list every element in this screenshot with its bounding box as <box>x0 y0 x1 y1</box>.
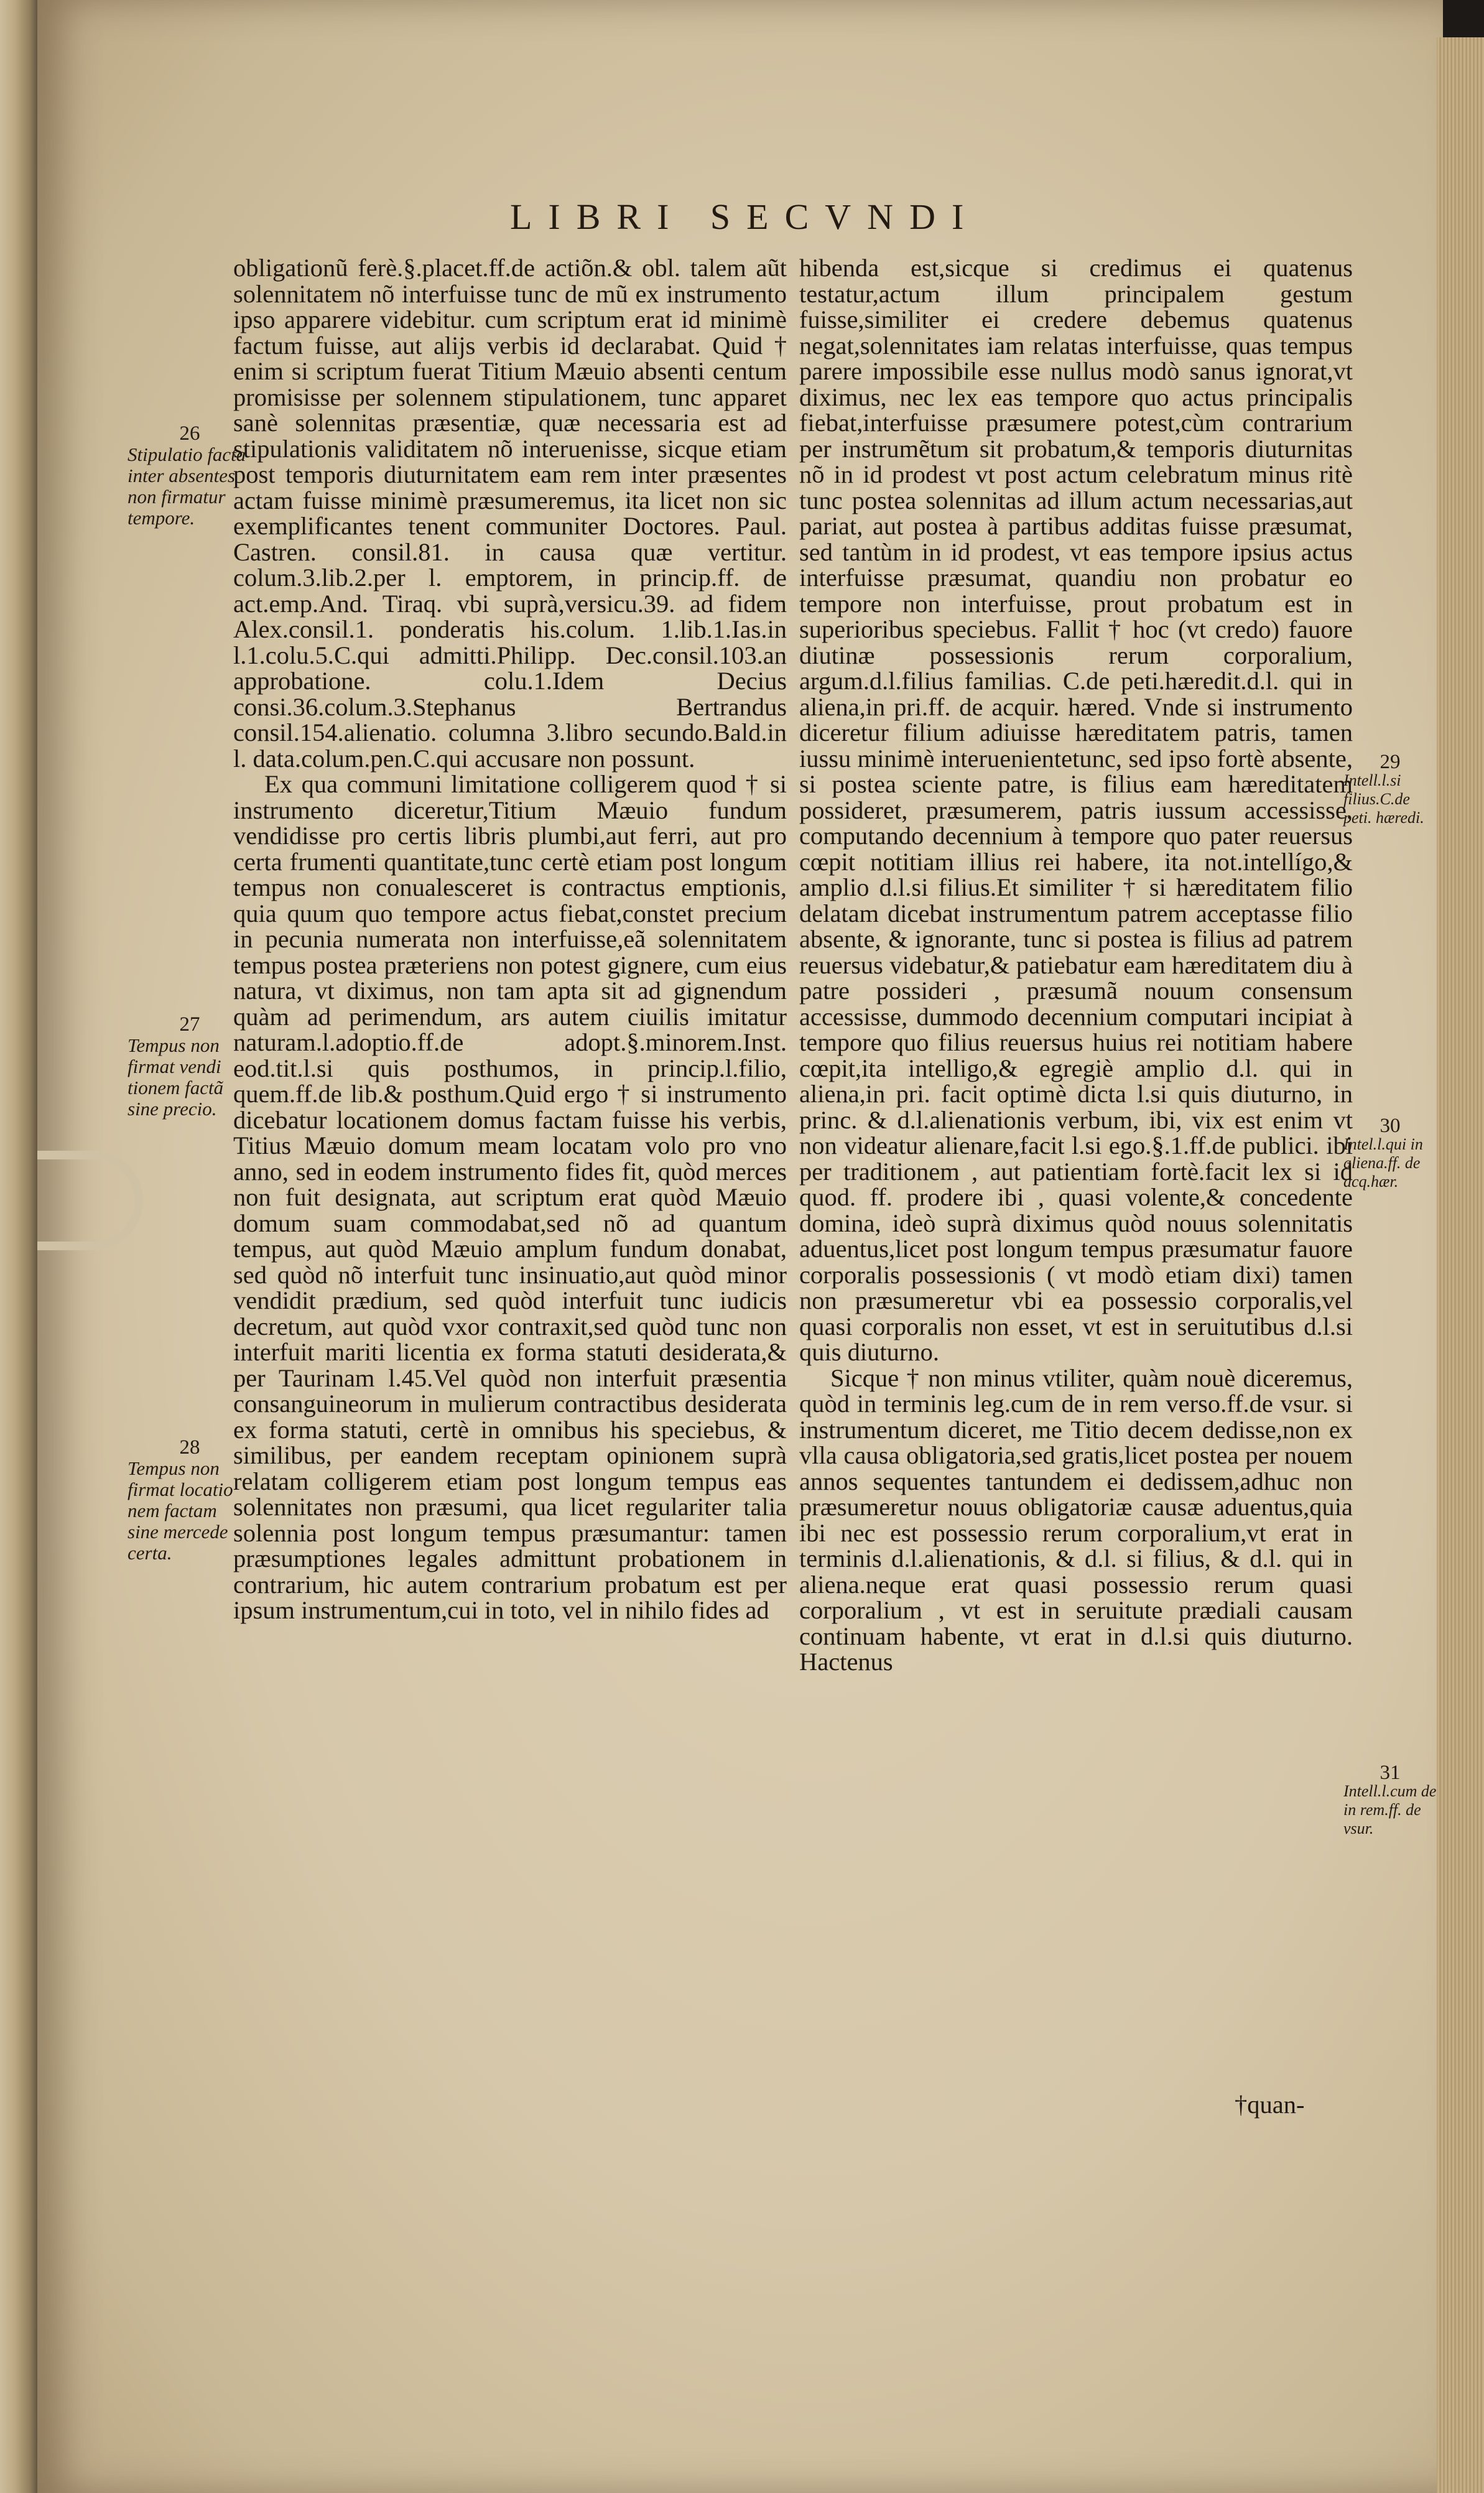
paragraph: Sicque † non minus vtiliter, quàm nouè diceremus, quòd in terminis leg.cum de in rem verso.ff.de vsur. si instrumentum diceret, me Titio decem dedisse,non ex vlla causa obligatoria,sed gratis,licet postea per nouem annos sequentes tantundem ei dedissem,adhuc non præsumeretur nouus obligatoriæ causæ aduentus,quia ibi nec est possessio rerum corporalium,vt erat in terminis d.l.alienationis, & d.l. si filius, & d.l. qui in aliena.neque erat quasi possessio rerum quasi corporalium , vt est in seruitute prædiali causam continuam habente, vt erat in d.l.si quis diuturno. Hactenus <box>799 1363 1353 1676</box>
marginal-note <box>128 1437 252 1564</box>
marginal-note <box>1343 753 1437 827</box>
note-text: Intel.l.qui in aliena.ff. de acq.hær. <box>1343 1135 1423 1191</box>
note-text: Intell.l.cum de in rem.ff. de vsur. <box>1343 1782 1437 1837</box>
book-right-edge <box>1437 37 1484 2493</box>
marginal-note <box>1343 1763 1437 1838</box>
note-number: 28 <box>179 1436 200 1459</box>
note-text: Stipulatio facta inter absentes non firmatur tempore. <box>128 443 246 529</box>
note-text: Tempus non firmat locatio nem factam sine mercede certa. <box>128 1457 233 1564</box>
note-text: Tempus non firmat vendi tionem factã sine precio. <box>128 1034 224 1120</box>
right-text-column <box>799 255 1353 1675</box>
note-number: 31 <box>1380 1762 1401 1784</box>
marginal-note <box>128 423 252 529</box>
note-number: 29 <box>1380 751 1401 773</box>
running-title: LIBRI SECVNDI <box>510 197 980 237</box>
note-text: Intell.l.si filius.C.de peti. hæredi. <box>1343 771 1424 827</box>
marginal-note <box>128 1014 252 1120</box>
paragraph: obligationũ ferè.§.placet.ff.de actiõn.& obl. talem aũt solennitatem nõ interfuisse tunc de mũ ex instrumento ipso apparere videbitur. cum scriptum erat id minimè factum fuisse, aut alijs verbis id declarabat. Quid † enim si scriptum fuerat Titium Mæuio absenti centum promisisse per solennem stipulationem, tunc apparet sanè solennitas præsentiæ, quæ necessaria est ad stipulationis validitatem nõ interuenisse, sicque etiam post temporis diuturnitatem eam rem inter præsentes actam fuisse minimè præsumeremus, ita licet non sic exemplificantes tenent communiter Doctores. Paul. Castren. consil.81. in causa quæ vertitur. colum.3.lib.2.per l. emptorem, in princip.ff. de act.emp.And. Tiraq. vbi suprà,versicu.39. ad fidem Alex.consil.1. ponderatis his.colum. 1.lib.1.Ias.in l.1.colu.5.C.qui admitti.Philipp. Dec.consil.103.an approbatione. colu.1.Idem Decius consi.36.colum.3.Stephanus Bertrandus consil.154.alienatio. columna 3.libro secundo.Bald.in l. data.colum.pen.C.qui accusare non possunt. <box>233 254 787 773</box>
marginal-note <box>1343 1117 1437 1191</box>
paragraph: hibenda est,sicque si credimus ei quatenus testatur,actum illum principalem gestum fuisse,similiter ei credere debemus quatenus negat,solennitates iam relatas interfuisse, quas tempus parere impossibile esse nullus modò sanus ignorat,vt diximus, nec lex eas tempore quo actus principalis fiebat,interfuisse præsumere potest,cùm contrarium per instrumẽtum sit probatum,& temporis diuturnitas nõ in id prodest vt post actum celebratum minus ritè tunc postea solennitas ad illum actum necessarias,aut pariat, aut postea à partibus additas fuisse præsumat, sed tantùm in id prodest, vt eas tempore ipsius actus interfuisse præsumat, quandiu non probatur eo tempore non interfuisse, prout probatum est in superioribus speciebus. Fallit † hoc (vt credo) fauore diutinæ possessionis rerum corporalium, argum.d.l.filius familias. C.de peti.hæredit.d.l. qui in aliena,in pri.ff. de acquir. hæred. Vnde si instrumento diceretur filium adiuisse hæreditatem patris, tamen iussu minimè interuenientetunc, sed ipso fortè absente, si postea sciente patre, is filius eam hæreditatem possideret, præsumerem, patris iussum accessisse, computando decennium à tempore quo pater reuersus cœpit notitiam illius rei habere, ita not.intellígo,& amplio d.l.si filius.Et similiter † si hæreditatem filio delatam dicebat instrumentum patrem acceptasse filio absente, & ignorante, tunc si postea is filius ad patrem reuersus videbatur,& patiebatur eam hæreditatem diu à patre possideri , præsumã nouum consensum accessisse, dummodo decennium computari incipiat à tempore quo filius reuersus huius rei notitiam habere cœpit,ita intelligo,& egregiè amplio d.l. qui in aliena,in pri. facit optimè dicta l.si quis diuturno, in princ. & d.l.alienationis verbum, ibi, vix est enim vt non videatur alienare,facit l.si ego.§.1.ff.de publici. ibi per traditionem , aut patientiam fortè.facit lex si id quod. ff. prodere ibi , quasi volente,& concedente domina, ideò suprà diximus quòd nouus solennitatis aduentus,licet post longum tempus præsumatur fauore corporalis possessionis ( vt modò etiam dixi) tamen non præsumeretur vbi ea possessio corporalis,vel quasi corporalis non esset, vt est in seruitutibus d.l.si quis diuturno. <box>799 254 1353 1366</box>
paragraph: Ex qua communi limitatione colligerem quod † si instrumento diceretur,Titium Mæuio fundum vendidisse pro certis libris plumbi,aut ferri, aut pro certa frumenti quantitate,tunc certè etiam post longum tempus non conualesceret is contractus emptionis, quia quum quo tempore actus fiebat,constet precium in pecunia numerata non interfuisse,eã solennitatem tempus postea præteriens non potest gignere, cum eius natura, vt diximus, non tam apta sit ad gignendum quàm ad perimendum, ars autem ciuilis imitatur naturam.l.adoptio.ff.de adopt.§.minorem.Inst. eod.tit.l.si quis posthumos, in princip.l.filio, quem.ff.de lib.& posthum.Quid ergo † si instrumento dicebatur locationem domus factam fuisse his verbis, Titius Mæuio domum meam locatam volo pro vno anno, sed in eodem instrumento fides fit, quòd merces non fuit designata, aut scriptum erat quòd Mæuio domum suam commodabat,sed nõ ad quantum tempus, aut quòd Mæuio amplum fundum donabat, sed quòd nõ interfuit tunc insinuatio,aut quòd minor vendidit prædium, sed quòd interfuit tunc iudicis decretum, aut quòd vxor contraxit,sed quòd tunc non interfuit mariti licentia ex forma statuti desiderata,& per Taurinam l.45.Vel quòd non interfuit præsentia consanguineorum in mulierum contractibus desiderata ex forma statuti, certè in omnibus his speciebus, & similibus, per eandem receptam opinionem suprà relatam colligerem etiam post longum tempus eas solennitates non præsumi, qua licet regulariter talia solennia post longum tempus præsumantur: tamen præsumptiones legales admittunt probationem in contrarium, hic autem contrarium probatum est per ipsum instrumentum,cui in toto, vel in nihilo fides ad <box>233 770 787 1624</box>
note-number: 30 <box>1380 1115 1401 1137</box>
bookmark-ribbon <box>37 1151 143 1250</box>
catchword: †quan- <box>1235 2091 1305 2119</box>
note-number: 27 <box>179 1013 200 1036</box>
left-text-column <box>233 255 787 1623</box>
note-number: 26 <box>179 422 200 445</box>
